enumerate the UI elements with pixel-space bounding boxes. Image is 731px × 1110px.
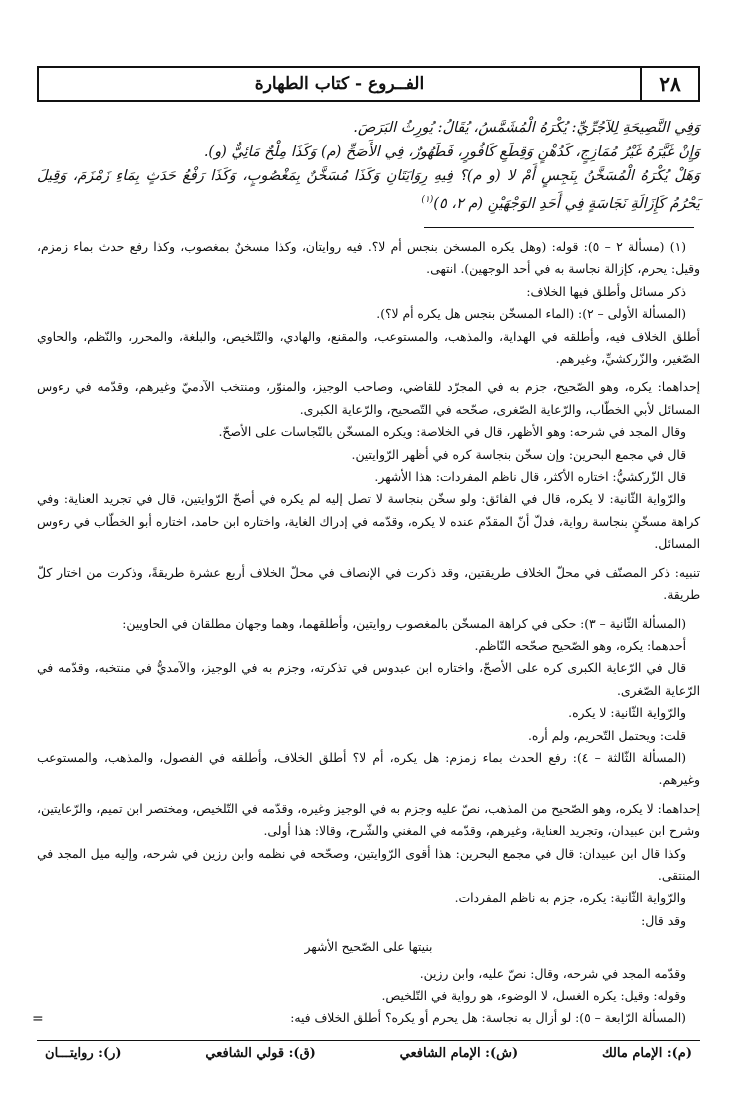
footnote-paragraph: أطلق الخلاف فيه، وأطلقه في الهداية، والمذهب، والمستوعب، والمقنع، والهادي، والتّلخيص، والبلغة، والمحرر، والنّظم، والحاوي الصّغير، والزّركشيِّ، وغيرهم. (37, 329, 700, 367)
footnote-paragraph: إحداهما: لا يكره، وهو الصّحيح من المذهب، نصّ عليه وجزم به في الوجيز وغيره، وقدّمه في التّلخيص، ومختصر ابن تميم، والرّعايتين، وشرح ابن عبيدان، وتجريد العناية، وغيرهم، وقدّمه في المغني والشّرح، وقالا: هذا أولى. (37, 801, 700, 839)
footnote-divider (424, 227, 694, 228)
footnote-paragraph: (المسألة الثّالثة – ٤): رفع الحدث بماء زمزم: هل يكره، أم لا؟ أطلق الخلاف، وأطلقه في الفصول، والمذهب، والمستوعب وغيرهم. (37, 750, 700, 788)
footnote-paragraph: ذكر مسائل وأطلق فيها الخلاف: (526, 284, 686, 299)
footnote-paragraph: قلت: ويحتمل التّحريم، ولم أره. (528, 728, 686, 743)
page-header (37, 66, 700, 102)
footnote-paragraph: وقدّمه المجد في شرحه، وقال: نصّ عليه، وابن رزين. (419, 966, 686, 981)
main-paragraph: وَهَلْ يُكْرَهُ الْمُسَخَّنُ بِنَجِسٍ أَمْ لا (و م)؟ فِيهِ رِوَايَتَانِ وَكَذَا مُسَخَّنٌ بِمَغْصُوبٍ، وَكَذَا رَفْعُ حَدَثٍ بِمَاءِ زَمْزَمَ، وَقِيلَ يَحْرُمُ كَإِزَالَةِ نَجَاسَةٍ فِي أَحَدِ الوَجْهَيْنِ (م ٢، ٥)$^{(١)}$ (37, 168, 700, 212)
footnote-paragraph: تنبيه: ذكر المصنّف في محلّ الخلاف طريقتين، وقد ذكرت في الإنصاف في محلّ الخلاف أربع عشرة طريقةً، وذكرت من اختار كلّ طريقة. (37, 565, 700, 603)
main-paragraph: وَفِي النَّصِيحَةِ لِلآجُرِّيِّ: يُكْرَهُ الْمُشَمَّسُ، يُقَالُ: يُورِثُ البَرَصَ. (353, 120, 700, 136)
footnote-paragraph: إحداهما: يكره، وهو الصّحيح، جزم به في المجرّد للقاضي، وصاحب الوجيز، والمنوّر، ومنتخب الآدميّ وغيرهم، وقدّمه في رءوس المسائل لأبي الخطّاب، والرّعاية الصّغرى، صحّحه في التّصحيح، والرّعاية الكبرى. (37, 380, 700, 417)
abbr-shafii-two-views: (ق): قولي الشافعي (205, 1046, 316, 1061)
footnote-paragraph: قال في الرّعاية الكبرى كره على الأصحّ، واختاره ابن عبدوس في تذكرته، وجزم به في الوجيز، والآمديُّ في منتخبه، وقدّمه في الرّعاية الصّغرى. (37, 661, 700, 698)
abbr-shafii: (ش): الإمام الشافعي (399, 1046, 519, 1061)
footnote-paragraph: (المسألة الرّابعة – ٥): لو أزال به نجاسة: هل يحرم أو يكره؟ أطلق الخلاف فيه: (290, 1011, 686, 1026)
page-footer (37, 1040, 700, 1066)
footnote-paragraph: قال في مجمع البحرين: وإن سخّن بنجاسة كره في أظهر الرّوايتين. (351, 447, 686, 462)
footnote-marker: (١) (421, 195, 434, 205)
footnote-paragraph: (المسألة الأولى – ٢): (الماء المسخّن بنجس هل يكره أم لا؟). (376, 307, 686, 322)
footnote-paragraph: وكذا قال ابن عبيدان: قال في مجمع البحرين: هذا أقوى الرّوايتين، وصحّحه في نظمه وابن رزين في شرحه، وإليه ميل المجد في المنتقى. (37, 846, 700, 883)
footnote-paragraph: وقوله: وقيل: يكره الغسل، لا الوضوء، هو رواية في التّلخيص. (381, 989, 686, 1003)
footnote-paragraph: وقال المجد في شرحه: وهو الأظهر، قال في الخلاصة: ويكره المسخّن بالنّجاسات على الأصحّ. (218, 425, 686, 440)
footnote-paragraph: والرّواية الثّانية: لا يكره. (568, 706, 686, 721)
main-paragraph: وَإِنْ غَيَّرَهُ غَيْرُ مُمَازِجٍ، كَدُهْنٍ وَقِطَعِ كَافُورٍ، فَطَهُورٌ، فِي الأَصَحِّ (م) وَكَذَا مِلْحٌ مَائِيٌّ (و). (203, 144, 700, 160)
running-title: الفــروع - كتاب الطهارة (254, 74, 425, 94)
footnote-paragraph: أحدهما: يكره، وهو الصّحيح صحّحه النّاظم. (474, 638, 686, 653)
main-text (37, 116, 700, 216)
verse-line: بنيتها على الصّحيح الأشهر (304, 940, 433, 955)
footnote-paragraph: قال الزّركشيُّ: اختاره الأكثر، قال ناظم المفردات: هذا الأشهر. (374, 470, 686, 485)
footnotes (37, 236, 700, 1036)
continuation-mark: = (32, 1011, 44, 1027)
abbr-malik: (م): الإمام مالك (601, 1046, 692, 1061)
footnote-paragraph: (المسألة الثّانية – ٣): حكى في كراهة المسخّن بالمغصوب روايتين، وأطلقهما، وهما وجهان مطلقان في الحاويين: (122, 616, 686, 631)
footnote-paragraph: والرّواية الثّانية: يكره، جزم به ناظم المفردات. (454, 891, 686, 906)
footnote-paragraph: وقد قال: (641, 913, 686, 928)
abbr-two-narrations: (ر): روايتـــان (45, 1046, 122, 1061)
footnote-paragraph: (١) (مسألة ٢ – ٥): قوله: (وهل يكره المسخن بنجس أم لا؟. فيه روايتان، وكذا مسخنٌ بمغصوب، وكذا رفع حدث بماء زمزم، وقيل: يحرم، كإزالة نجاسة به في أحد الوجهين). انتهى. (37, 240, 700, 277)
page-number: ٢٨ (640, 68, 698, 100)
footnote-paragraph: والرّواية الثّانية: لا يكره، قال في الفائق: ولو سخّن بنجاسة لا تصل إليه لم يكره في أصحّ الرّوايتين، قال في تجريد العناية: وفي كراهة مسخّنٍ بنجاسة رواية، فدلّ أنّ المقدّم عنده لا يكره، وقدّمه في إدراك الغاية، واختاره ابن حامد، اختاره أبو الخطّاب في رءوس المسائل. (37, 492, 700, 552)
